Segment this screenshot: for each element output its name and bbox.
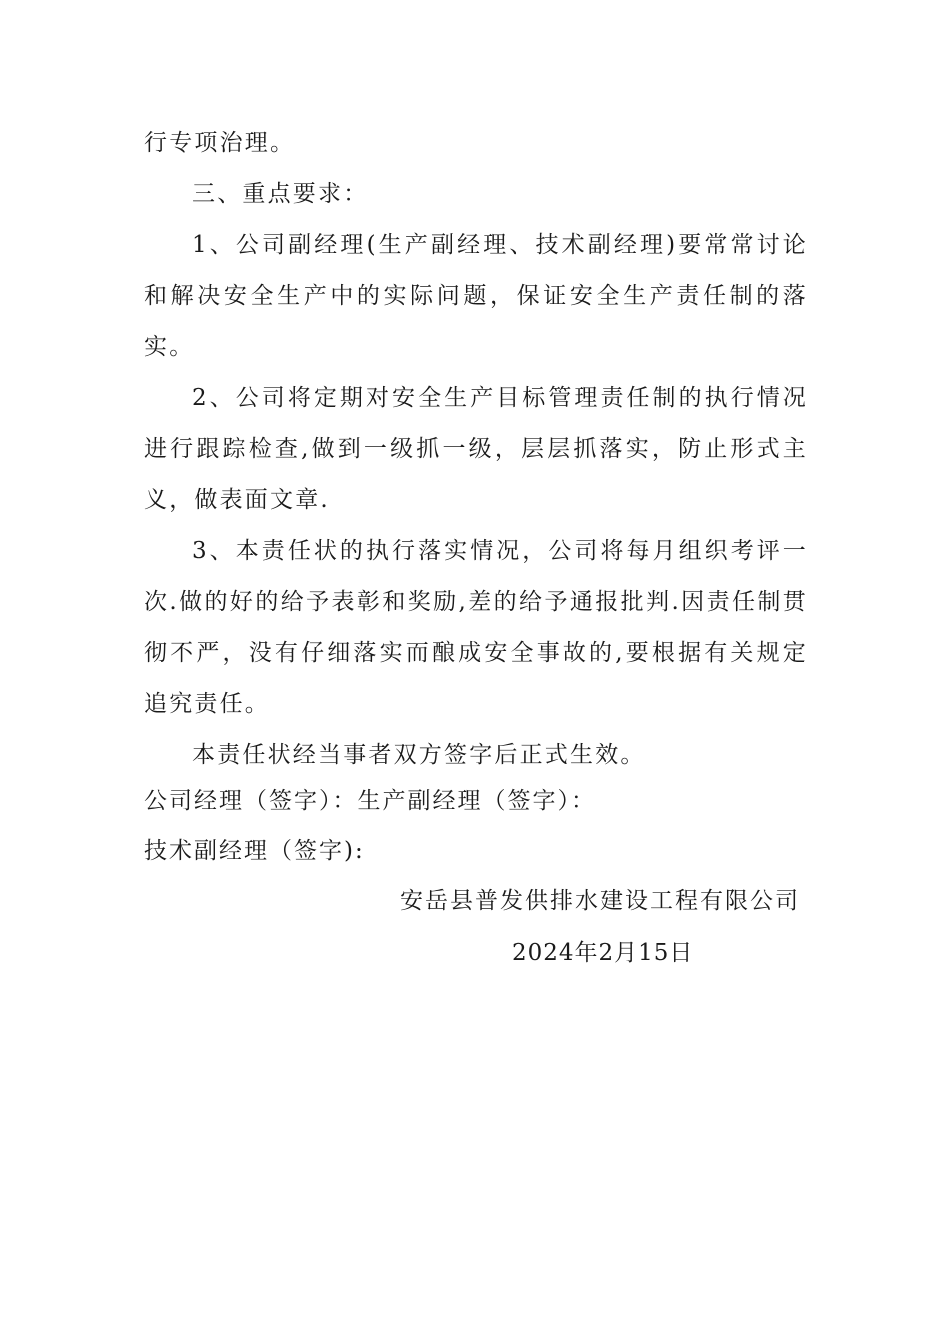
signature-line-technical: 技术副经理（签字): [144, 838, 365, 864]
document-date: 2024年2月15日 [512, 940, 694, 966]
company-name: 安岳县普发供排水建设工程有限公司 [400, 888, 800, 914]
requirement-item-3: 3、本责任状的执行落实情况，公司将每月组织考评一次.做的好的给予表彰和奖励,差的给予通报批判.因责任制贯彻不严，没有仔细落实而酿成安全事故的,要根据有关规定追究责任。 [144, 538, 808, 717]
effective-statement: 本责任状经当事者双方签字后正式生效。 [192, 742, 646, 768]
signature-line-managers: 公司经理（签字）：生产副经理（签字）： [144, 788, 596, 814]
section-heading: 三、重点要求： [192, 181, 369, 207]
requirement-item-2: 2、公司将定期对安全生产目标管理责任制的执行情况进行跟踪检查,做到一级抓一级，层层抓落实，防止形式主义，做表面文章. [144, 385, 808, 513]
requirement-item-1: 1、公司副经理(生产副经理、技术副经理)要常常讨论和解决安全生产中的实际问题，保证安全生产责任制的落实。 [144, 232, 808, 360]
document-body [144, 118, 808, 781]
paragraph-continuation: 行专项治理。 [144, 130, 296, 156]
